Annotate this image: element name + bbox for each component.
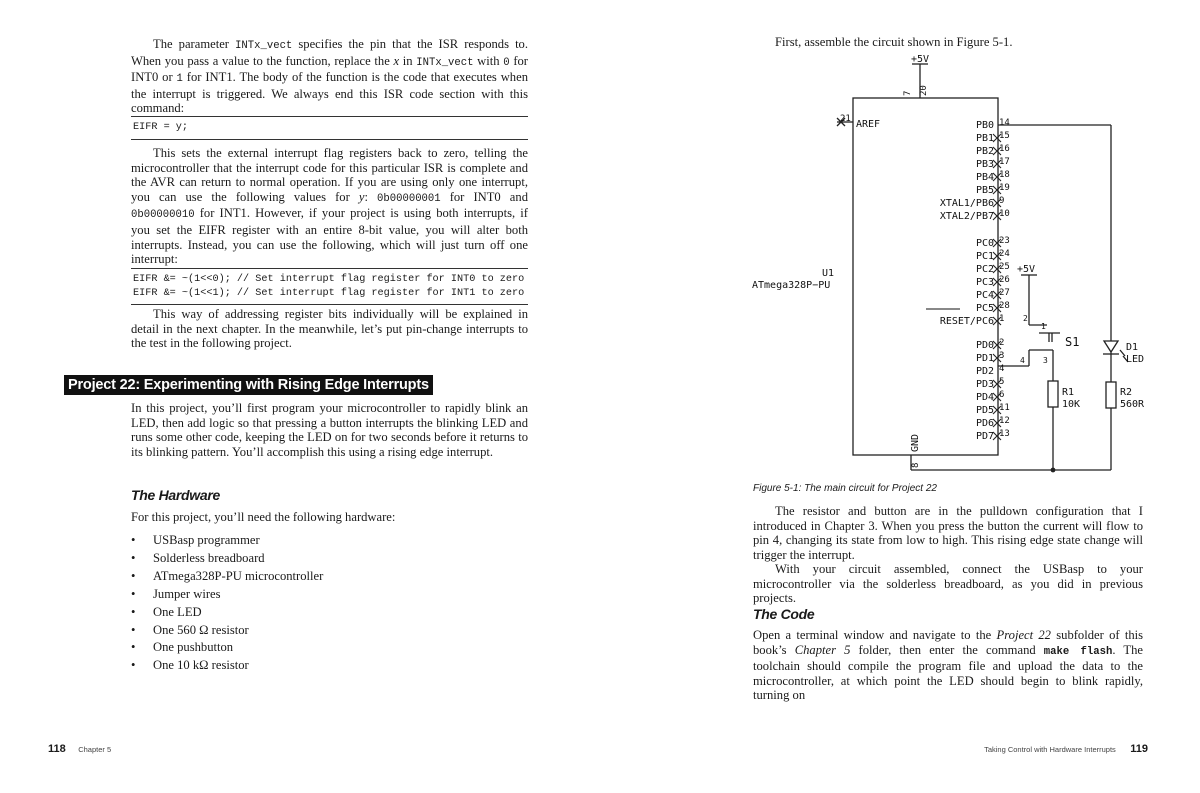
page-number: 119: [1130, 743, 1148, 755]
chip-pin-number: 28: [999, 301, 1010, 311]
junction-dot: [1051, 468, 1056, 473]
chip-pin-label: PB2: [975, 146, 994, 157]
chip-pin-label: PD6: [975, 418, 994, 429]
code-heading: The Code: [753, 606, 815, 622]
switch-label: S1: [1065, 335, 1080, 349]
switch-pin-number: 1: [1041, 322, 1046, 331]
text-run: The resistor and button are in the pulldown configuration that I introduced in Chapter 3. When you press the button the current will flow to pin 4, changing its state from low to high. This rising edge state change will trigger the interrupt.: [753, 504, 1143, 562]
switch-pin-number: 4: [1020, 356, 1025, 365]
chip-pin-number: 6: [999, 390, 1005, 400]
italic-text: Project 22: [996, 628, 1051, 642]
chip-pin-number: 12: [999, 416, 1010, 426]
right-folio: [984, 739, 1148, 757]
figure-caption: Figure 5-1: The main circuit for Project 22: [753, 483, 937, 494]
chip-pin-number: 3: [999, 351, 1005, 361]
list-item: • USBasp programmer: [131, 532, 511, 550]
hardware-heading: The Hardware: [131, 487, 220, 503]
code-block-eifr-bits: [131, 268, 528, 305]
chip-pin-label: PC5: [975, 303, 994, 314]
chapter-label: Chapter 5: [78, 745, 112, 754]
text-run: for INT0 and: [440, 189, 528, 204]
led-ref: D1: [1126, 342, 1139, 353]
chip-pin-number: 16: [999, 144, 1010, 154]
text-run: This sets the external interrupt flag registers back to zero, telling the microcontroller that the interrupt code for this particular ISR is complete and the AVR can return to normal operation. If you are using only one interrupt, you can use the following values for: [131, 146, 528, 204]
list-item: • One pushbutton: [131, 639, 511, 657]
chip-pin-number: 19: [999, 183, 1010, 193]
text-run: for INT0 or: [131, 53, 529, 85]
switch-pin-number: 3: [1043, 356, 1048, 365]
pin-number-vcc: 7: [903, 90, 913, 96]
chip-pin-label: PB5: [975, 185, 994, 196]
code-line: EIFR &= ~(1<<1); // Set interrupt flag register for INT1 to zero: [133, 287, 525, 299]
chip-pin-label: RESET/PC6: [939, 316, 994, 327]
paragraph-project-intro: [131, 401, 528, 459]
text-run: for INT1. The body of the function is the code that executes when the interrupt is triggered. We always end this ISR code section with this command:: [131, 70, 528, 116]
pin-label-aref: AREF: [856, 119, 881, 130]
list-item: • ATmega328P-PU microcontroller: [131, 568, 511, 586]
paragraph-isr-parameter: [131, 37, 528, 116]
chip-pin-number: 25: [999, 262, 1010, 272]
chapter-title-label: Taking Control with Hardware Interrupts: [984, 745, 1116, 754]
chip-pin-label: PD1: [975, 353, 994, 364]
chip-pin-number: 26: [999, 275, 1010, 285]
text-run: . The toolchain should compile the program file and upload the data to the microcontroller, at which point the LED should begin to blink rapidly, turning on: [753, 642, 1143, 703]
chip-pin-label: PC0: [975, 238, 994, 249]
list-item: • One 10 kΩ resistor: [131, 657, 511, 675]
switch-pin-number: 2: [1023, 314, 1028, 323]
chip-pin-label: PC2: [975, 264, 994, 275]
chip-pin-label: PC3: [975, 277, 994, 288]
inline-code: 0b00000001: [377, 192, 441, 205]
chip-pin-label: XTAL2/PB7: [939, 211, 994, 222]
chip-pin-number: 18: [999, 170, 1010, 180]
text-run: The parameter: [153, 37, 236, 51]
inline-code: INTx_vect: [416, 56, 474, 69]
text-run: :: [364, 189, 378, 204]
chip-pin-number: 17: [999, 157, 1010, 167]
resistor-value-r1: 10K: [1062, 399, 1081, 410]
text-run: In this project, you’ll first program your microcontroller to rapidly blink an LED, then add logic so that pressing a button interrupts the blinking LED and runs some other code, keeping the LED on for two seconds before it returns to its blinking pattern. You’ll accomplish this using a rising edge interrupt.: [131, 401, 528, 459]
chip-name: ATmega328P−PU: [752, 280, 831, 291]
right-page: [600, 0, 1200, 793]
chip-pin-label: PC4: [975, 290, 994, 301]
chip-pin-number: 4: [999, 364, 1005, 374]
chip-pin-label: PB1: [975, 133, 994, 144]
chip-pin-label: PD5: [975, 405, 994, 416]
pin-label-gnd: GND: [910, 433, 921, 452]
pin-number-gnd: 8: [911, 462, 921, 468]
text-run: with: [473, 53, 504, 68]
inline-code: 0b00000010: [131, 209, 195, 222]
paragraph-pulldown: [753, 504, 1143, 562]
chip-pin-label: XTAL1/PB6: [939, 198, 994, 209]
text-run: For this project, you’ll need the following hardware:: [131, 510, 396, 524]
italic-text: x: [393, 53, 400, 68]
chip-pin-number: 23: [999, 236, 1010, 246]
italic-text: Chapter 5: [794, 642, 851, 657]
pin-number-aref: 21: [840, 114, 851, 124]
text-run: specifies the pin that the ISR responds to. When you pass a value to the function, replace the: [131, 37, 529, 68]
text-run: in: [399, 53, 417, 68]
chip-pin-number: 1: [999, 314, 1005, 324]
code-block-eifr: [131, 116, 528, 140]
text-run: for INT1. However, if your project is using both interrupts, if you set the EIFR register with an entire 8-bit value, you will alter both interrupts. Instead, you can use the following, which will just turn off one interrupt:: [131, 206, 528, 267]
supply-label-5v-switch: +5V: [1017, 264, 1036, 275]
chip-pin-label: PD0: [975, 340, 994, 351]
chip-pin-label: PB4: [975, 172, 994, 183]
chip-pin-number: 13: [999, 429, 1010, 439]
circuit-schematic: [740, 50, 1180, 480]
list-item: • One LED: [131, 604, 511, 622]
text-run: With your circuit assembled, connect the USBasp to your microcontroller via the solderless breadboard, as you did in previous projects.: [753, 562, 1143, 606]
chip-pin-number: 27: [999, 288, 1010, 298]
chip-pin-label: PB0: [975, 120, 994, 131]
led-value: LED: [1126, 354, 1145, 365]
chip-pin-number: 5: [999, 377, 1005, 387]
chip-pin-label: PD4: [975, 392, 994, 403]
chip-pin-label: PC1: [975, 251, 994, 262]
paragraph-connect-usbasp: [753, 562, 1143, 606]
chip-pin-number: 14: [999, 118, 1010, 128]
list-item: • One 560 Ω resistor: [131, 622, 511, 640]
code-line: EIFR &= ~(1<<0); // Set interrupt flag register for INT0 to zero: [133, 274, 525, 285]
chip-pin-number: 11: [999, 403, 1010, 413]
text-run: Open a terminal window and navigate to the: [753, 628, 997, 642]
inline-code: 0: [503, 56, 510, 69]
chip-pin-labels: [926, 118, 1010, 442]
chip-pin-number: 10: [999, 209, 1010, 219]
paragraph-hardware-intro: [131, 510, 528, 525]
resistor-ref-r2: R2: [1120, 387, 1133, 398]
pin-number-avcc: 20: [919, 85, 929, 96]
text-run: subfolder of this book’s: [753, 628, 1144, 657]
list-item: • Jumper wires: [131, 586, 511, 604]
supply-label-5v: +5V: [911, 54, 930, 65]
left-folio: [48, 739, 111, 757]
chip-pin-number: 2: [999, 338, 1005, 348]
hardware-list: [131, 532, 511, 675]
chip-pin-number: 24: [999, 249, 1010, 259]
italic-text: y: [358, 189, 365, 204]
chip-pin-number: 9: [999, 196, 1005, 206]
text-run: folder, then enter the command: [850, 642, 1044, 657]
project-heading: Project 22: Experimenting with Rising Edge Interrupts: [64, 375, 433, 395]
inline-code: make flash: [1043, 645, 1113, 658]
resistor-ref-r1: R1: [1062, 387, 1075, 398]
chip-pin-label: PD2: [975, 366, 994, 377]
chip-pin-label: PD7: [975, 431, 994, 442]
inline-code: 1: [176, 73, 183, 86]
paragraph-flag-registers: [131, 146, 528, 267]
paragraph-assemble: [753, 35, 1153, 50]
chip-pin-label: PB3: [975, 159, 994, 170]
text-run: First, assemble the circuit shown in Figure 5-1.: [775, 35, 1013, 49]
text-run: This way of addressing register bits individually will be explained in detail in the next chapter. In the meanwhile, let’s put pin-change interrupts to the test in the following project.: [131, 307, 528, 351]
paragraph-open-terminal: [753, 628, 1143, 703]
page-number: 118: [48, 743, 66, 755]
chip-pin-number: 15: [999, 131, 1010, 141]
list-item: • Solderless breadboard: [131, 550, 511, 568]
chip-pin-label: PD3: [975, 379, 994, 390]
code-line: EIFR = y;: [133, 122, 189, 133]
chip-ref: U1: [822, 268, 835, 279]
resistor-value-r2: 560R: [1120, 399, 1145, 410]
inline-code: INTx_vect: [235, 40, 293, 52]
paragraph-register-bits: [131, 307, 528, 351]
